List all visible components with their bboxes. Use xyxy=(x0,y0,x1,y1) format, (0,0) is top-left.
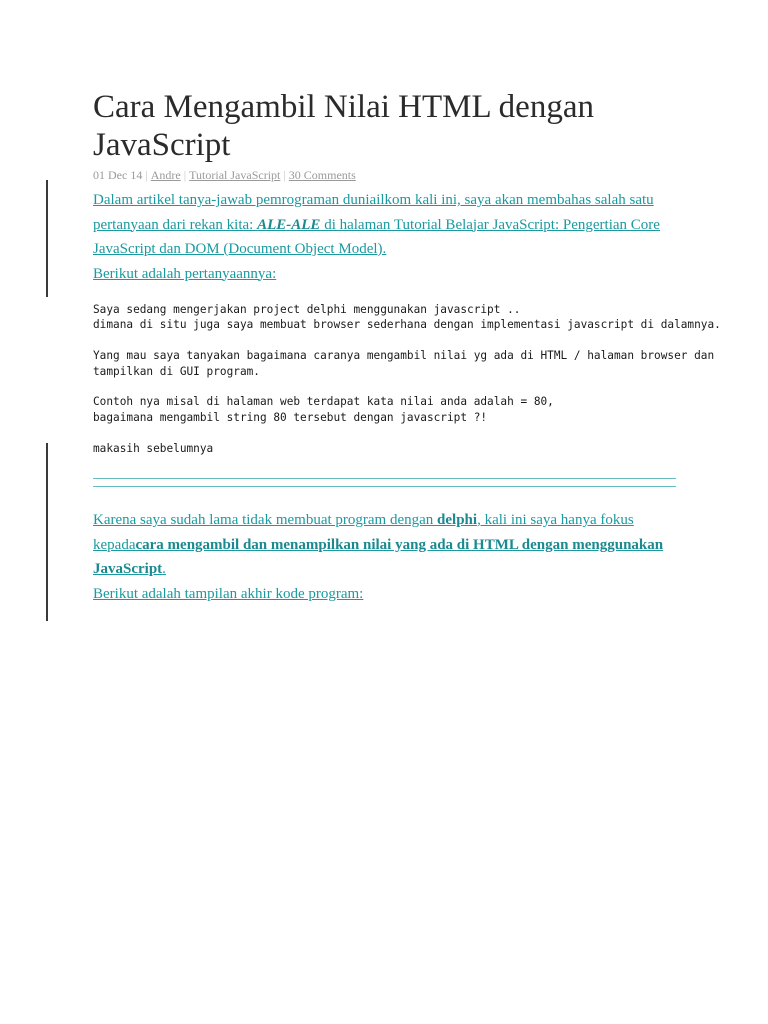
meta-separator: | xyxy=(145,168,148,182)
code-line: bagaimana mengambil string 80 tersebut dengan javascript ?! xyxy=(93,410,488,424)
post-date: 01 Dec 14 xyxy=(93,168,143,182)
answer-paragraph[interactable] xyxy=(93,508,678,582)
article-meta xyxy=(93,168,768,182)
code-line xyxy=(93,333,768,348)
category-link[interactable]: Tutorial JavaScript xyxy=(189,168,281,182)
answer-text-2: , kali ini saya hanya fokus kepada xyxy=(93,512,634,553)
intro-text-after: di halaman Tutorial Belajar JavaScript: Pengertian Core JavaScript dan DOM (Document Object Model). xyxy=(93,216,660,257)
quote-bar-top xyxy=(46,180,48,297)
asker-name: ALE-ALE xyxy=(257,216,321,233)
quote-bar-bottom xyxy=(46,443,48,621)
meta-separator: | xyxy=(183,168,187,182)
code-line: Yang mau saya tanyakan bagaimana caranya mengambil nilai yg ada di HTML / halaman browser dan xyxy=(93,349,715,363)
question-code-block xyxy=(93,302,768,456)
code-line: dimana di situ juga saya membuat browser sederhana dengan implementasi javascript di dalamnya. xyxy=(93,318,721,332)
meta-separator: | xyxy=(283,168,286,182)
comments-link[interactable]: 30 Comments xyxy=(288,168,356,182)
code-line xyxy=(93,425,768,440)
author-link[interactable]: Andre xyxy=(150,168,181,182)
intro-paragraph[interactable] xyxy=(93,188,678,262)
code-line: makasih sebelumnya xyxy=(93,441,214,455)
answer-topic-bold: cara mengambil dan menampilkan nilai yang ada di HTML dengan menggunakan JavaScript xyxy=(93,536,664,577)
code-line: tampilkan di GUI program. xyxy=(93,364,260,378)
question-lead[interactable]: Berikut adalah pertanyaannya: xyxy=(93,265,277,282)
answer-text-1: Karena saya sudah lama tidak membuat program dengan xyxy=(93,512,438,528)
code-line: Saya sedang mengerjakan project delphi menggunakan javascript .. xyxy=(93,303,521,316)
article-title: Cara Mengambil Nilai HTML dengan JavaScript xyxy=(93,89,594,163)
section-divider xyxy=(93,478,676,487)
article xyxy=(93,88,768,456)
answer-text-3: . xyxy=(162,561,166,577)
answer-section xyxy=(93,508,678,606)
delphi-bold: delphi xyxy=(437,512,478,528)
answer-closing[interactable]: Berikut adalah tampilan akhir kode program: xyxy=(93,585,364,602)
code-line: Contoh nya misal di halaman web terdapat kata nilai anda adalah = 80, xyxy=(93,395,554,409)
code-line xyxy=(93,379,768,394)
intro-text-before: Dalam artikel tanya-jawab pemrograman duniailkom kali ini, saya akan membahas salah satu pertanyaan dari rekan kita: xyxy=(93,192,654,233)
